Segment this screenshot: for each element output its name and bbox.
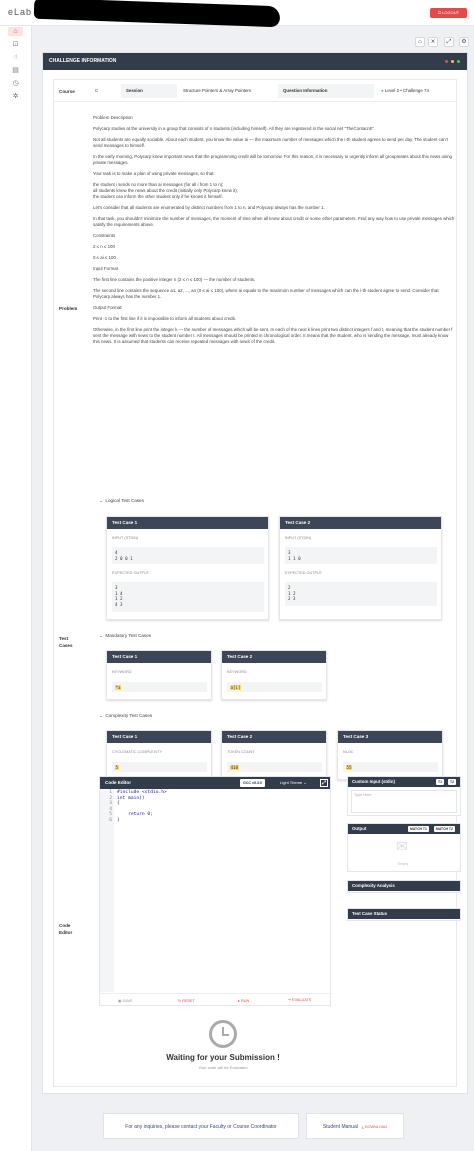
match-t2-tab[interactable]: MATCH T2 [436, 827, 453, 831]
settings-icon[interactable]: ✲ [12, 93, 19, 100]
keyword-text: *a [115, 685, 121, 690]
test-case-title: Test Case 2 [222, 651, 326, 663]
top-bar [0, 0, 474, 26]
keyword-value [227, 682, 322, 692]
logical-test-case-2 [279, 516, 442, 620]
mandatory-test-case-1 [106, 650, 212, 700]
output-header [348, 824, 460, 834]
logical-section-title: Logical Test Cases [105, 498, 144, 503]
info-bar [54, 80, 458, 102]
reset-label: RESET [182, 999, 195, 1003]
problem-paragraph: 2 ≤ n ≤ 100 [93, 244, 115, 249]
chevron-down-icon: ⌄ [99, 633, 103, 638]
status-dot-yellow [451, 60, 454, 63]
output-title: Output [352, 826, 367, 831]
complexity-test-case-2 [221, 730, 327, 780]
test-case-title: Test Case 1 [107, 651, 211, 663]
metric-text: 5 [115, 765, 119, 770]
course-value: C [95, 88, 99, 93]
code-editor [99, 776, 331, 1006]
match-t1-tab[interactable]: MATCH T1 [410, 827, 427, 831]
chevron-down-icon: ⌄ [303, 780, 307, 785]
shuffle-icon[interactable]: ⨯ [428, 37, 438, 47]
student-manual-label: Student Manual [322, 1124, 358, 1130]
redacted-area [34, 0, 281, 27]
metric-text: 410 [230, 765, 239, 770]
custom-input-title: Custom Input (stdin) [352, 779, 395, 784]
problem-paragraph: In that task, you shouldn't minimize the number of messages, the moment of time when all knew about credit or some other parameters. Find any way how to use private messages which satisfy the requirements above. [93, 216, 455, 227]
problem-description [93, 115, 455, 350]
code-area[interactable] [100, 790, 332, 992]
panel-header [43, 53, 467, 70]
mandatory-section-toggle[interactable] [99, 633, 151, 639]
student-manual-card[interactable] [306, 1113, 404, 1139]
complexity-metric-value [343, 762, 438, 772]
custom-input-card [347, 776, 461, 816]
compiler-select[interactable]: GCC v9.3.0 [240, 779, 265, 787]
test-case-status-card[interactable] [347, 908, 461, 921]
panel-title: CHALLENGE INFORMATION [49, 58, 117, 64]
expand-icon[interactable]: ⤢ [444, 37, 454, 47]
keyword-text: a[i] [230, 685, 241, 690]
output-label: EXPECTED OUTPUT [285, 571, 323, 575]
complexity-test-case-3 [337, 730, 443, 780]
evaluate-button[interactable] [288, 998, 311, 1002]
complexity-analysis-card[interactable] [347, 880, 461, 893]
problem-paragraph: Print -1 to the first line if it is impossible to inform all students about credit. [93, 316, 237, 321]
problem-paragraph: Output Format: [93, 305, 123, 310]
complexity-test-case-1 [106, 730, 212, 780]
inquiry-card: For any inquiries, please contact your Faculty or Course Coordinator [103, 1113, 299, 1139]
save-label: SAVE [122, 999, 133, 1003]
question-value-text: Level 2 • Challenge 74 [384, 88, 429, 93]
test-case-input: 3 1 1 0 [285, 547, 437, 564]
evaluate-label: EVALUATE [292, 998, 312, 1002]
clock-icon [209, 1020, 237, 1048]
output-label: EXPECTED OUTPUT [112, 571, 150, 575]
chevron-down-icon: ⌄ [99, 498, 103, 503]
chevron-down-icon: ⌄ [99, 713, 103, 718]
status-dot-green [457, 60, 460, 63]
complexity-metric-value [112, 762, 207, 772]
problem-paragraph: 0 ≤ ai ≤ 100 [93, 255, 116, 260]
test-case-title: Test Case 2 [222, 731, 326, 743]
metric-text: 55 [346, 765, 352, 770]
download-icon: ⤓ [362, 1125, 364, 1129]
complexity-metric-label: NLOC [343, 750, 354, 754]
complexity-analysis-title: Complexity Analysis [348, 881, 460, 891]
complexity-metric-label: CYCLOMATIC COMPLEXITY [112, 750, 163, 754]
output-empty-text: Empty [398, 862, 409, 866]
clock-icon[interactable]: ◷ [12, 80, 19, 87]
challenge-panel [42, 52, 468, 1094]
course-label: Course [59, 89, 75, 94]
import-icon[interactable]: ⊡ [12, 41, 19, 48]
level-dot-icon: ● [381, 88, 384, 93]
problem-paragraph: Not all students are equally sociable. About each student, you know the value ai — the maximum number of messages which the i-th student agrees to send per day. The student can't send messages to himself. [93, 137, 448, 148]
test-case-title: Test Case 1 [107, 517, 268, 529]
evaluate-icon: ⤳ [288, 998, 292, 1002]
theme-select[interactable] [280, 777, 307, 789]
reset-icon: ↻ [178, 999, 182, 1003]
test-cases-label: Test Cases [59, 636, 73, 648]
waiting-title: Waiting for your Submission ! [166, 1053, 280, 1062]
download-link[interactable] [362, 1125, 387, 1129]
problem-paragraph: Constraints [93, 233, 116, 238]
empty-inbox-icon: ✉ [396, 838, 408, 854]
session-label: Session [121, 84, 177, 98]
side-nav [0, 26, 32, 1151]
question-value [376, 84, 456, 98]
editor-footer [100, 993, 332, 1006]
waiting-subtitle: Your code will be Evaluated [198, 1065, 248, 1070]
elab-logo[interactable]: eLab [8, 7, 33, 17]
status-dot-red [445, 60, 448, 63]
code-text[interactable]: #include <stdio.h> int main() { return 0; } [117, 790, 167, 823]
home-icon[interactable]: ⌂ [8, 27, 23, 36]
reset-button[interactable] [178, 998, 195, 1003]
theme-label: Light Theme [280, 780, 303, 785]
line-numbers: 1 2 3 4 5 6 [100, 790, 114, 992]
run-label: RUN [240, 999, 250, 1003]
test-case-title: Test Case 1 [107, 731, 211, 743]
problem-paragraph: In the early morning, Polycarp knew important news that the programming credit will be tomorrow. For this reason, it is necessary to urgently inform all groupmates about this news using private messages. [93, 154, 452, 165]
complexity-metric-label: TOKEN COUNT [227, 750, 255, 754]
save-button[interactable] [118, 998, 133, 1003]
session-value: Structure Pointers & Array Pointers [183, 88, 252, 93]
input-label: INPUT (STDIN) [285, 536, 312, 540]
complexity-section-title: Complexity Test Cases [105, 713, 153, 718]
problem-paragraph: Problem Description [93, 115, 133, 120]
problem-paragraph: Your task is to make a plan of using private messages, so that: [93, 171, 215, 176]
question-label: Question Information [278, 84, 374, 98]
mandatory-test-case-2 [221, 650, 327, 700]
custom-input-field[interactable]: Type Here [351, 790, 457, 813]
editor-header [100, 777, 330, 789]
logical-section-toggle[interactable] [99, 498, 144, 504]
complexity-metric-value [227, 762, 322, 772]
code-editor-label: Code Editor [59, 923, 73, 935]
test-case-output: 3 1 4 1 2 4 3 [112, 582, 264, 612]
test-case-title: Test Case 2 [280, 517, 441, 529]
problem-paragraph: The second line contains the sequence a1, a2, ..., an (0 ≤ ai ≤ 100), where ai equals to the maximum number of messages which can the i-th student agree to send. Consider that Polycarp always has the number 1. [93, 288, 439, 299]
thumbs-up-icon[interactable]: ☝ [13, 54, 18, 61]
output-card [347, 823, 461, 872]
problem-paragraph: Otherwise, in the first line print the integer k — the number of messages which will be sent. In each of the next k lines print two distinct integers f and t, meaning that the student number f sent the message with news to the student number t. All messages should be printed in chronological order. It means that the student, who is sending the message, must already know this news. It is assumed that students can receive repeated messages with news of the credit. [93, 327, 453, 344]
problem-paragraph: Polycarp studies at the university in a group that consists of n students (including himself). All they are registered in the social net "TheContacnt!". [93, 126, 376, 131]
logout-button[interactable]: ⏻ LOGOUT [430, 8, 467, 18]
test-case-input: 4 2 0 0 1 [112, 547, 264, 564]
tab-t2[interactable]: T2 [450, 780, 454, 784]
problem-paragraph: Let's consider that all students are enumerated by distinct numbers from 1 to n, and Polycarp always has the number 1. [93, 205, 325, 210]
test-case-status-title: Test Case Status [348, 909, 460, 919]
mandatory-section-title: Mandatory Test Cases [105, 633, 152, 638]
run-button[interactable] [238, 998, 249, 1003]
download-label: DOWNLOAD [364, 1125, 388, 1129]
run-icon: ▸ [238, 999, 240, 1003]
keyword-label: KEYWORD [112, 670, 132, 674]
logout-label: LOGOUT [442, 10, 460, 15]
fullscreen-icon[interactable]: ⤢ [321, 780, 326, 786]
custom-input-header [348, 777, 460, 787]
problem-paragraph: The first line contains the positive integer n (2 ≤ n ≤ 100) — the number of students. [93, 277, 256, 282]
logical-test-case-1 [106, 516, 269, 620]
test-case-title: Test Case 3 [338, 731, 442, 743]
keyword-label: KEYWORD [227, 670, 247, 674]
problem-paragraph: the student i sends no more than ai messages (for all i from 1 to n); all students knew the news about the credit (initially only Polycarp knew it); the student can inform the other student only if he knows it himself. [93, 182, 238, 199]
tab-t1[interactable]: T1 [438, 780, 442, 784]
keyword-value [112, 682, 207, 692]
editor-title: Code Editor [105, 780, 132, 785]
complexity-section-toggle[interactable] [99, 713, 152, 719]
home-tool-icon[interactable]: ⌂ [415, 37, 425, 47]
problem-label: Problem [59, 306, 78, 311]
input-label: INPUT (STDIN) [112, 536, 139, 540]
gear-icon[interactable]: ⚙ [459, 37, 469, 47]
test-case-output: 2 1 2 2 3 [285, 582, 437, 606]
document-icon[interactable]: ▤ [12, 67, 19, 74]
problem-paragraph: Input Format [93, 266, 118, 271]
save-icon: ▣ [118, 999, 122, 1003]
challenge-content [53, 79, 457, 1087]
